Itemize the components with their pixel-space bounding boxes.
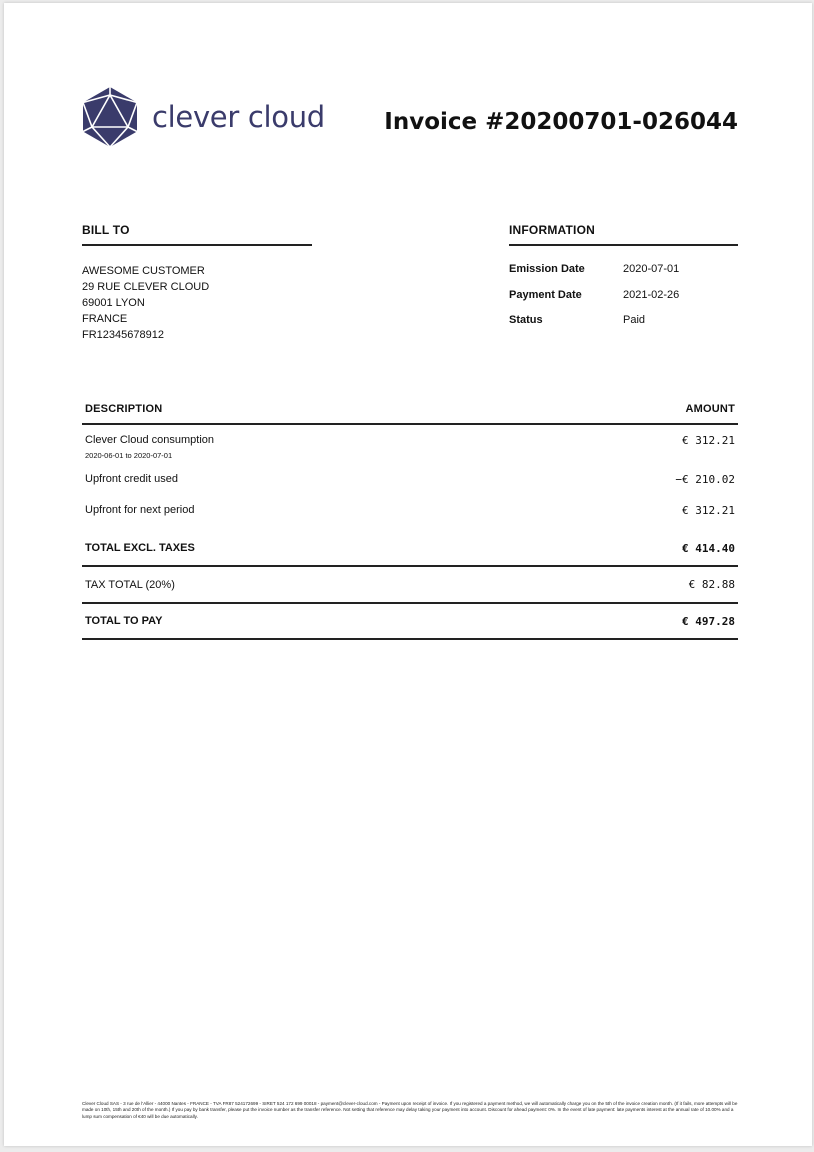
total-to-pay-amount: € 497.28 — [682, 614, 735, 628]
info-label: Payment Date — [509, 288, 582, 301]
invoice-title: Invoice #20200701-026044 — [384, 109, 738, 135]
address-line: 29 RUE CLEVER CLOUD — [82, 281, 210, 293]
info-row-status — [509, 314, 738, 340]
info-value: 2020-07-01 — [623, 263, 680, 275]
info-label: Emission Date — [509, 263, 585, 275]
line-item — [82, 425, 738, 469]
invoice-page — [4, 3, 812, 1146]
address-line: FRANCE — [82, 313, 128, 325]
invoice-items-table — [82, 403, 738, 640]
total-to-pay-label: TOTAL TO PAY — [85, 615, 163, 627]
brand-logo — [82, 86, 325, 148]
bill-to-address — [82, 263, 209, 343]
info-row-payment-date — [509, 289, 738, 315]
info-label: Status — [509, 314, 543, 326]
address-line: AWESOME CUSTOMER — [82, 265, 205, 277]
line-item-amount: € 312.21 — [682, 504, 735, 517]
line-item-description: Upfront credit used — [85, 473, 178, 485]
brand-name: clever cloud — [152, 100, 325, 134]
description-column-header: DESCRIPTION — [85, 403, 163, 415]
legal-footer: Clever Cloud SAS - 3 rue de l'Allier - 44000 Nantes - FRANCE - TVA FR87 524172699 - SIRET 524 172 699 00018 - payment@clever-cloud.com - Payment upon receipt of invoice. If you registered a payment method, we will automatically charge you on the 5th of the invoice creation month. (If it fails, more attempts will be made on 10th, 15th and 20th of the month.) If you pay by bank transfer, please put the invoice number as the transfer reference. Not setting that reference may delay taking your payment into account. Discount for ahead payment: 0%. In the event of late payment: late payments interest at the annual rate of 10.00% and a lump sum compensation of €40 will be due automatically. — [82, 1101, 738, 1119]
status-value: Paid — [623, 314, 646, 326]
information-heading: INFORMATION — [509, 223, 738, 246]
total-excl-taxes-label: TOTAL EXCL. TAXES — [85, 542, 195, 554]
total-excl-taxes-amount: € 414.40 — [682, 541, 735, 555]
vat-number: FR12345678912 — [82, 329, 164, 341]
line-item-period: 2020-06-01 to 2020-07-01 — [85, 451, 173, 460]
line-item-amount: € 312.21 — [682, 434, 735, 447]
total-excl-taxes-row — [82, 531, 738, 567]
line-item — [82, 500, 738, 531]
info-value: 2021-02-26 — [623, 288, 680, 301]
icosahedron-logo-icon — [82, 86, 138, 148]
tax-total-label: TAX TOTAL (20%) — [85, 578, 175, 591]
total-to-pay-row — [82, 604, 738, 640]
line-item-description: Upfront for next period — [85, 504, 195, 516]
amount-column-header: AMOUNT — [685, 403, 735, 415]
line-item-amount: −€ 210.02 — [675, 473, 735, 486]
line-item — [82, 469, 738, 500]
info-row-emission-date — [509, 263, 738, 289]
bill-to-heading: BILL TO — [82, 223, 312, 246]
tax-total-row — [82, 567, 738, 604]
tax-total-amount: € 82.88 — [688, 578, 735, 591]
information-list — [509, 263, 738, 340]
items-header-row — [82, 403, 738, 425]
line-item-description: Clever Cloud consumption — [85, 434, 215, 446]
address-line: 69001 LYON — [82, 297, 145, 309]
